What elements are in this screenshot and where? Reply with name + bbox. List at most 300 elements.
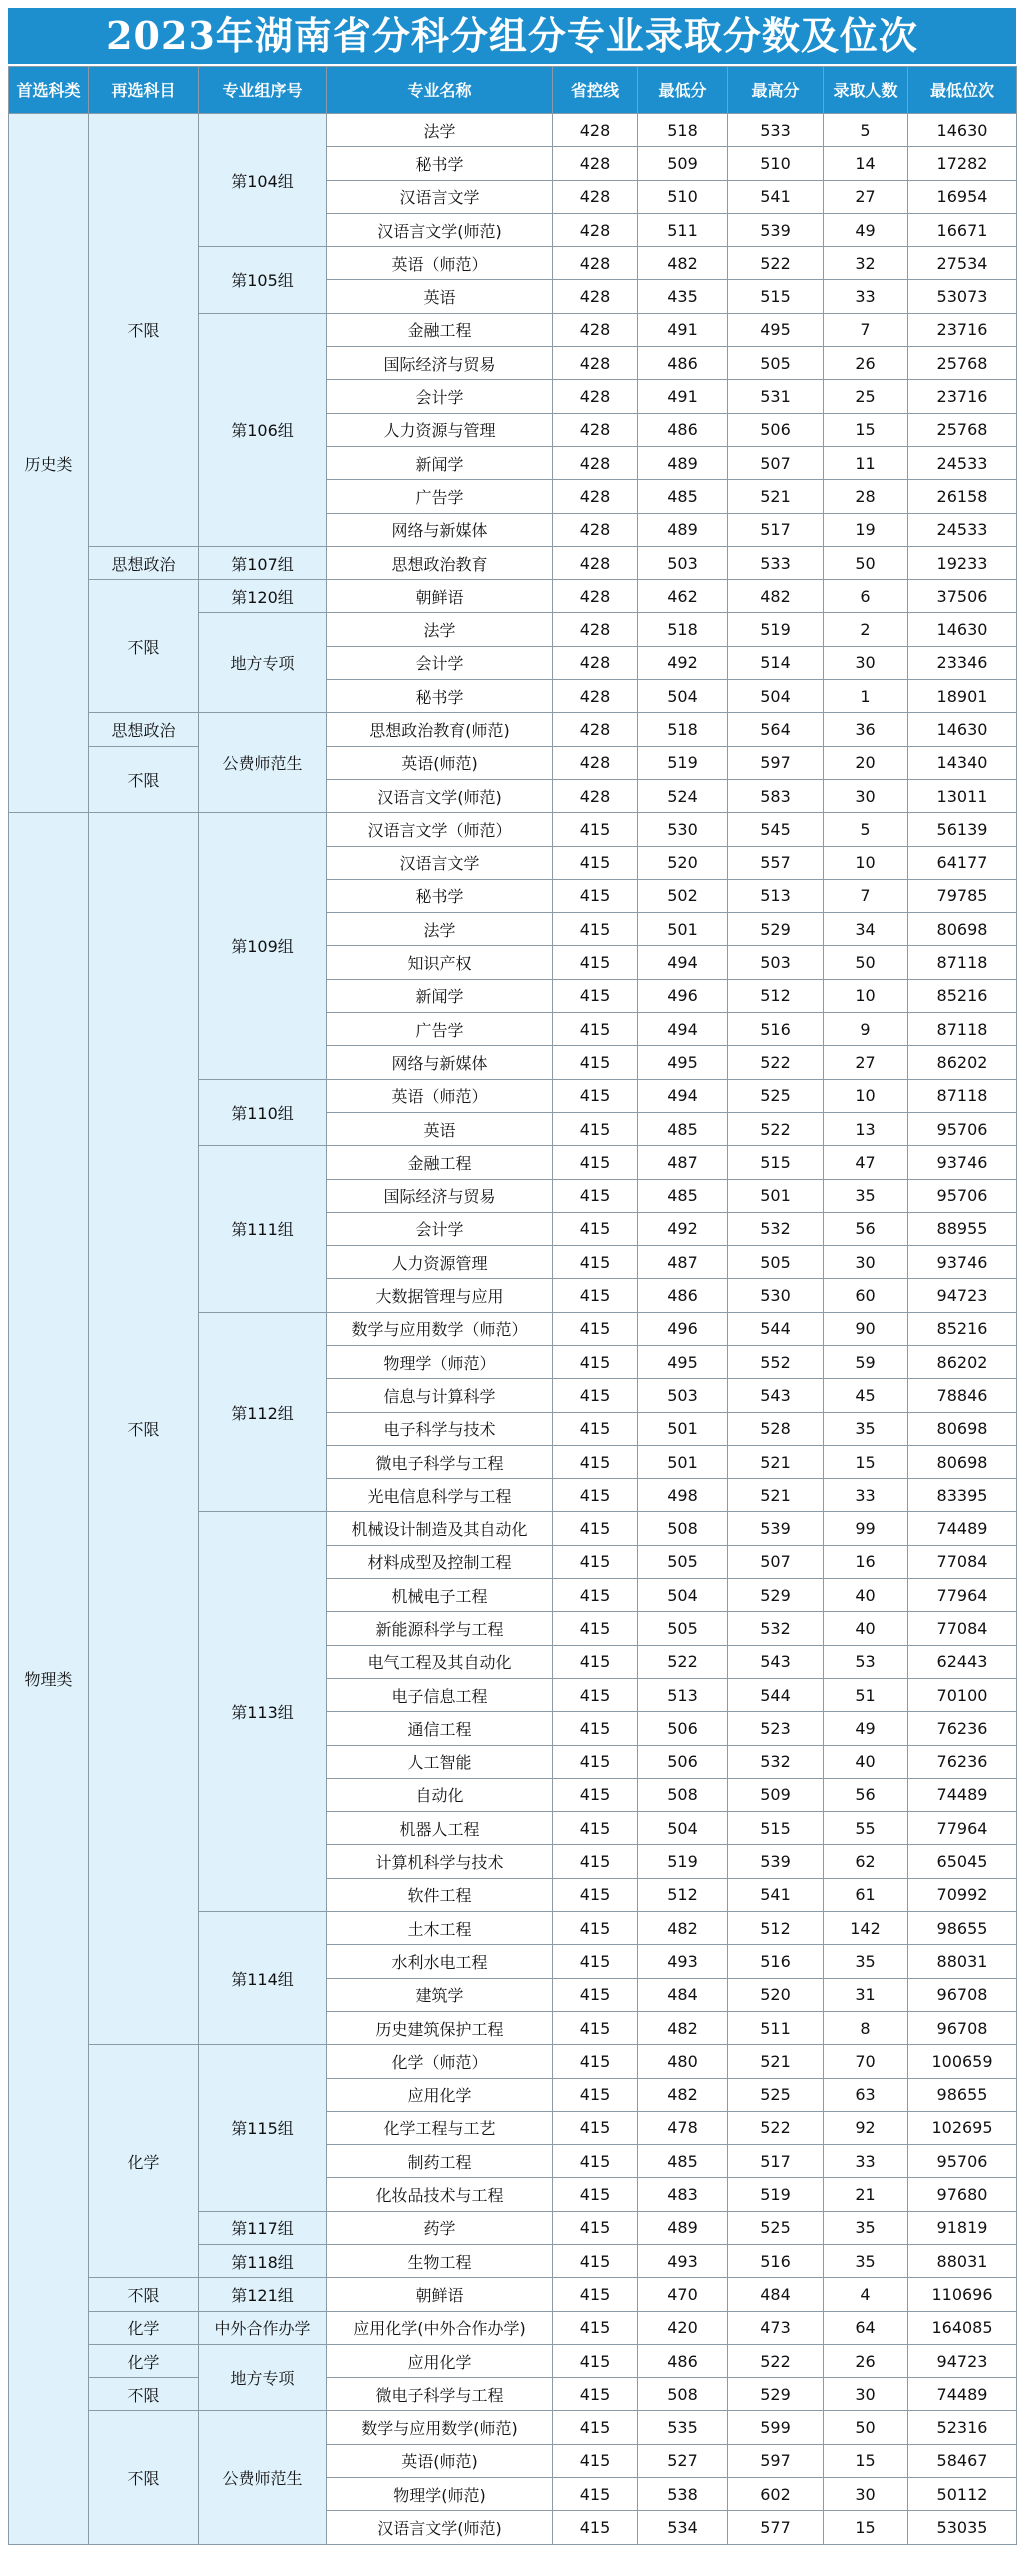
table-row xyxy=(9,2311,1017,2344)
min-score-cell: 491 xyxy=(638,313,728,346)
group-cell: 公费师范生 xyxy=(199,713,327,813)
max-score-cell: 505 xyxy=(728,1246,824,1279)
major-name-cell: 人力资源管理 xyxy=(327,1246,553,1279)
min-score-cell: 496 xyxy=(638,1312,728,1345)
control-line-cell: 415 xyxy=(553,1945,638,1978)
major-name-cell: 应用化学(中外合作办学) xyxy=(327,2311,553,2344)
elective-subject-cell: 化学 xyxy=(89,2344,199,2377)
control-line-cell: 415 xyxy=(553,913,638,946)
admitted-count-cell: 16 xyxy=(824,1545,908,1578)
control-line-cell: 415 xyxy=(553,1612,638,1645)
major-name-cell: 土木工程 xyxy=(327,1912,553,1945)
control-line-cell: 415 xyxy=(553,2011,638,2044)
control-line-cell: 428 xyxy=(553,213,638,246)
min-rank-cell: 26158 xyxy=(908,480,1017,513)
max-score-cell: 504 xyxy=(728,680,824,713)
max-score-cell: 529 xyxy=(728,913,824,946)
min-rank-cell: 85216 xyxy=(908,979,1017,1012)
min-score-cell: 482 xyxy=(638,2078,728,2111)
min-rank-cell: 70992 xyxy=(908,1878,1017,1911)
min-score-cell: 486 xyxy=(638,1279,728,1312)
max-score-cell: 512 xyxy=(728,979,824,1012)
min-score-cell: 496 xyxy=(638,979,728,1012)
min-rank-cell: 62443 xyxy=(908,1645,1017,1678)
major-name-cell: 电子信息工程 xyxy=(327,1678,553,1711)
admitted-count-cell: 30 xyxy=(824,1246,908,1279)
max-score-cell: 522 xyxy=(728,1112,824,1145)
control-line-cell: 415 xyxy=(553,1279,638,1312)
admitted-count-cell: 15 xyxy=(824,413,908,446)
max-score-cell: 522 xyxy=(728,1046,824,1079)
table-row xyxy=(9,2278,1017,2311)
max-score-cell: 544 xyxy=(728,1312,824,1345)
max-score-cell: 544 xyxy=(728,1678,824,1711)
group-cell: 地方专项 xyxy=(199,613,327,713)
min-rank-cell: 50112 xyxy=(908,2478,1017,2511)
group-cell: 第104组 xyxy=(199,114,327,247)
min-score-cell: 489 xyxy=(638,446,728,479)
max-score-cell: 602 xyxy=(728,2478,824,2511)
control-line-cell: 428 xyxy=(553,480,638,513)
min-rank-cell: 96708 xyxy=(908,2011,1017,2044)
max-score-cell: 539 xyxy=(728,213,824,246)
max-score-cell: 521 xyxy=(728,480,824,513)
elective-subject-cell: 不限 xyxy=(89,2278,199,2311)
admitted-count-cell: 10 xyxy=(824,1079,908,1112)
min-score-cell: 524 xyxy=(638,779,728,812)
min-score-cell: 505 xyxy=(638,1612,728,1645)
min-score-cell: 504 xyxy=(638,1812,728,1845)
major-name-cell: 光电信息科学与工程 xyxy=(327,1479,553,1512)
column-header: 最高分 xyxy=(728,67,824,114)
control-line-cell: 428 xyxy=(553,280,638,313)
major-name-cell: 材料成型及控制工程 xyxy=(327,1545,553,1578)
admitted-count-cell: 35 xyxy=(824,1179,908,1212)
min-score-cell: 508 xyxy=(638,2378,728,2411)
control-line-cell: 415 xyxy=(553,1978,638,2011)
min-rank-cell: 58467 xyxy=(908,2444,1017,2477)
subject-category-cell: 物理类 xyxy=(9,813,89,2544)
admitted-count-cell: 60 xyxy=(824,1279,908,1312)
min-rank-cell: 110696 xyxy=(908,2278,1017,2311)
min-score-cell: 492 xyxy=(638,1212,728,1245)
max-score-cell: 503 xyxy=(728,946,824,979)
min-score-cell: 462 xyxy=(638,580,728,613)
score-table xyxy=(8,66,1017,2545)
max-score-cell: 515 xyxy=(728,1812,824,1845)
min-score-cell: 482 xyxy=(638,2011,728,2044)
admitted-count-cell: 32 xyxy=(824,247,908,280)
min-rank-cell: 14630 xyxy=(908,114,1017,147)
min-score-cell: 420 xyxy=(638,2311,728,2344)
min-rank-cell: 53073 xyxy=(908,280,1017,313)
min-score-cell: 504 xyxy=(638,1579,728,1612)
min-score-cell: 506 xyxy=(638,1712,728,1745)
min-rank-cell: 93746 xyxy=(908,1246,1017,1279)
group-cell: 第117组 xyxy=(199,2211,327,2244)
min-rank-cell: 25768 xyxy=(908,413,1017,446)
min-score-cell: 478 xyxy=(638,2111,728,2144)
min-score-cell: 508 xyxy=(638,1778,728,1811)
admitted-count-cell: 35 xyxy=(824,2245,908,2278)
admitted-count-cell: 27 xyxy=(824,180,908,213)
admitted-count-cell: 27 xyxy=(824,1046,908,1079)
max-score-cell: 525 xyxy=(728,2211,824,2244)
max-score-cell: 533 xyxy=(728,546,824,579)
major-name-cell: 朝鲜语 xyxy=(327,2278,553,2311)
admitted-count-cell: 34 xyxy=(824,913,908,946)
min-score-cell: 494 xyxy=(638,1013,728,1046)
max-score-cell: 521 xyxy=(728,1445,824,1478)
table-row xyxy=(9,2411,1017,2444)
major-name-cell: 计算机科学与技术 xyxy=(327,1845,553,1878)
min-rank-cell: 13011 xyxy=(908,779,1017,812)
control-line-cell: 415 xyxy=(553,2111,638,2144)
min-rank-cell: 86202 xyxy=(908,1345,1017,1378)
major-name-cell: 通信工程 xyxy=(327,1712,553,1745)
min-rank-cell: 24533 xyxy=(908,446,1017,479)
max-score-cell: 507 xyxy=(728,446,824,479)
subject-category-cell: 历史类 xyxy=(9,114,89,813)
min-score-cell: 470 xyxy=(638,2278,728,2311)
max-score-cell: 552 xyxy=(728,1345,824,1378)
max-score-cell: 532 xyxy=(728,1212,824,1245)
min-rank-cell: 23716 xyxy=(908,380,1017,413)
control-line-cell: 428 xyxy=(553,446,638,479)
min-rank-cell: 70100 xyxy=(908,1678,1017,1711)
group-cell: 第105组 xyxy=(199,247,327,314)
max-score-cell: 528 xyxy=(728,1412,824,1445)
min-score-cell: 505 xyxy=(638,1545,728,1578)
min-rank-cell: 19233 xyxy=(908,546,1017,579)
min-score-cell: 495 xyxy=(638,1046,728,1079)
control-line-cell: 428 xyxy=(553,613,638,646)
max-score-cell: 529 xyxy=(728,2378,824,2411)
min-score-cell: 480 xyxy=(638,2045,728,2078)
control-line-cell: 415 xyxy=(553,1013,638,1046)
major-name-cell: 英语（师范） xyxy=(327,1079,553,1112)
min-score-cell: 494 xyxy=(638,946,728,979)
min-rank-cell: 76236 xyxy=(908,1712,1017,1745)
control-line-cell: 415 xyxy=(553,2511,638,2544)
control-line-cell: 415 xyxy=(553,879,638,912)
admitted-count-cell: 50 xyxy=(824,2411,908,2444)
min-score-cell: 520 xyxy=(638,846,728,879)
admitted-count-cell: 90 xyxy=(824,1312,908,1345)
major-name-cell: 制药工程 xyxy=(327,2145,553,2178)
major-name-cell: 金融工程 xyxy=(327,1146,553,1179)
major-name-cell: 新能源科学与工程 xyxy=(327,1612,553,1645)
admitted-count-cell: 36 xyxy=(824,713,908,746)
admitted-count-cell: 15 xyxy=(824,1445,908,1478)
min-rank-cell: 25768 xyxy=(908,347,1017,380)
table-row xyxy=(9,2045,1017,2078)
min-score-cell: 506 xyxy=(638,1745,728,1778)
control-line-cell: 415 xyxy=(553,979,638,1012)
min-rank-cell: 53035 xyxy=(908,2511,1017,2544)
table-row xyxy=(9,813,1017,846)
min-rank-cell: 88031 xyxy=(908,2245,1017,2278)
min-score-cell: 494 xyxy=(638,1079,728,1112)
min-rank-cell: 88955 xyxy=(908,1212,1017,1245)
table-row xyxy=(9,746,1017,779)
control-line-cell: 428 xyxy=(553,746,638,779)
admitted-count-cell: 5 xyxy=(824,813,908,846)
control-line-cell: 415 xyxy=(553,2444,638,2477)
min-score-cell: 483 xyxy=(638,2178,728,2211)
min-score-cell: 538 xyxy=(638,2478,728,2511)
major-name-cell: 历史建筑保护工程 xyxy=(327,2011,553,2044)
group-cell: 第112组 xyxy=(199,1312,327,1512)
major-name-cell: 人工智能 xyxy=(327,1745,553,1778)
major-name-cell: 机械设计制造及其自动化 xyxy=(327,1512,553,1545)
admitted-count-cell: 63 xyxy=(824,2078,908,2111)
major-name-cell: 法学 xyxy=(327,613,553,646)
min-rank-cell: 98655 xyxy=(908,2078,1017,2111)
min-rank-cell: 77084 xyxy=(908,1545,1017,1578)
max-score-cell: 484 xyxy=(728,2278,824,2311)
control-line-cell: 428 xyxy=(553,180,638,213)
major-name-cell: 秘书学 xyxy=(327,147,553,180)
min-rank-cell: 88031 xyxy=(908,1945,1017,1978)
control-line-cell: 428 xyxy=(553,114,638,147)
admitted-count-cell: 5 xyxy=(824,114,908,147)
control-line-cell: 415 xyxy=(553,1379,638,1412)
admitted-count-cell: 20 xyxy=(824,746,908,779)
major-name-cell: 思想政治教育 xyxy=(327,546,553,579)
max-score-cell: 532 xyxy=(728,1745,824,1778)
max-score-cell: 525 xyxy=(728,1079,824,1112)
admitted-count-cell: 4 xyxy=(824,2278,908,2311)
admitted-count-cell: 47 xyxy=(824,1146,908,1179)
major-name-cell: 汉语言文学(师范) xyxy=(327,2511,553,2544)
control-line-cell: 415 xyxy=(553,1678,638,1711)
min-rank-cell: 93746 xyxy=(908,1146,1017,1179)
major-name-cell: 化学工程与工艺 xyxy=(327,2111,553,2144)
major-name-cell: 金融工程 xyxy=(327,313,553,346)
group-cell: 第114组 xyxy=(199,1912,327,2045)
major-name-cell: 会计学 xyxy=(327,1212,553,1245)
admitted-count-cell: 14 xyxy=(824,147,908,180)
max-score-cell: 517 xyxy=(728,2145,824,2178)
major-name-cell: 广告学 xyxy=(327,480,553,513)
max-score-cell: 509 xyxy=(728,1778,824,1811)
max-score-cell: 539 xyxy=(728,1845,824,1878)
min-rank-cell: 17282 xyxy=(908,147,1017,180)
control-line-cell: 415 xyxy=(553,1878,638,1911)
control-line-cell: 428 xyxy=(553,646,638,679)
control-line-cell: 428 xyxy=(553,380,638,413)
max-score-cell: 543 xyxy=(728,1379,824,1412)
admitted-count-cell: 50 xyxy=(824,946,908,979)
admitted-count-cell: 19 xyxy=(824,513,908,546)
min-score-cell: 495 xyxy=(638,1345,728,1378)
admitted-count-cell: 30 xyxy=(824,646,908,679)
min-rank-cell: 78846 xyxy=(908,1379,1017,1412)
max-score-cell: 531 xyxy=(728,380,824,413)
page-title: 2023年湖南省分科分组分专业录取分数及位次 xyxy=(8,8,1016,64)
admitted-count-cell: 99 xyxy=(824,1512,908,1545)
admitted-count-cell: 61 xyxy=(824,1878,908,1911)
control-line-cell: 428 xyxy=(553,713,638,746)
min-score-cell: 518 xyxy=(638,114,728,147)
min-rank-cell: 79785 xyxy=(908,879,1017,912)
min-rank-cell: 23346 xyxy=(908,646,1017,679)
control-line-cell: 415 xyxy=(553,1179,638,1212)
min-score-cell: 486 xyxy=(638,347,728,380)
max-score-cell: 599 xyxy=(728,2411,824,2444)
min-score-cell: 511 xyxy=(638,213,728,246)
control-line-cell: 415 xyxy=(553,1545,638,1578)
control-line-cell: 415 xyxy=(553,1046,638,1079)
min-rank-cell: 16954 xyxy=(908,180,1017,213)
admitted-count-cell: 7 xyxy=(824,313,908,346)
min-rank-cell: 164085 xyxy=(908,2311,1017,2344)
control-line-cell: 415 xyxy=(553,2178,638,2211)
major-name-cell: 机械电子工程 xyxy=(327,1579,553,1612)
control-line-cell: 415 xyxy=(553,1912,638,1945)
admitted-count-cell: 28 xyxy=(824,480,908,513)
admitted-count-cell: 40 xyxy=(824,1745,908,1778)
admitted-count-cell: 35 xyxy=(824,1412,908,1445)
min-score-cell: 512 xyxy=(638,1878,728,1911)
min-score-cell: 501 xyxy=(638,1412,728,1445)
major-name-cell: 汉语言文学 xyxy=(327,180,553,213)
elective-subject-cell: 不限 xyxy=(89,114,199,547)
admitted-count-cell: 21 xyxy=(824,2178,908,2211)
column-header: 首选科类 xyxy=(9,67,89,114)
min-rank-cell: 87118 xyxy=(908,1013,1017,1046)
major-name-cell: 汉语言文学(师范) xyxy=(327,779,553,812)
column-header: 录取人数 xyxy=(824,67,908,114)
max-score-cell: 523 xyxy=(728,1712,824,1745)
major-name-cell: 信息与计算科学 xyxy=(327,1379,553,1412)
admitted-count-cell: 49 xyxy=(824,1712,908,1745)
min-score-cell: 513 xyxy=(638,1678,728,1711)
max-score-cell: 515 xyxy=(728,1146,824,1179)
admitted-count-cell: 56 xyxy=(824,1778,908,1811)
control-line-cell: 415 xyxy=(553,813,638,846)
min-score-cell: 530 xyxy=(638,813,728,846)
admitted-count-cell: 25 xyxy=(824,380,908,413)
admitted-count-cell: 30 xyxy=(824,2378,908,2411)
group-cell: 第120组 xyxy=(199,580,327,613)
control-line-cell: 415 xyxy=(553,2378,638,2411)
major-name-cell: 人力资源与管理 xyxy=(327,413,553,446)
admitted-count-cell: 6 xyxy=(824,580,908,613)
group-cell: 第106组 xyxy=(199,313,327,546)
min-score-cell: 534 xyxy=(638,2511,728,2544)
admitted-count-cell: 15 xyxy=(824,2444,908,2477)
admitted-count-cell: 7 xyxy=(824,879,908,912)
min-rank-cell: 64177 xyxy=(908,846,1017,879)
max-score-cell: 541 xyxy=(728,180,824,213)
min-rank-cell: 52316 xyxy=(908,2411,1017,2444)
major-name-cell: 药学 xyxy=(327,2211,553,2244)
admitted-count-cell: 49 xyxy=(824,213,908,246)
major-name-cell: 知识产权 xyxy=(327,946,553,979)
max-score-cell: 507 xyxy=(728,1545,824,1578)
major-name-cell: 汉语言文学 xyxy=(327,846,553,879)
group-cell: 第109组 xyxy=(199,813,327,1079)
min-rank-cell: 80698 xyxy=(908,1445,1017,1478)
min-rank-cell: 91819 xyxy=(908,2211,1017,2244)
min-rank-cell: 74489 xyxy=(908,1512,1017,1545)
min-score-cell: 482 xyxy=(638,247,728,280)
admitted-count-cell: 56 xyxy=(824,1212,908,1245)
elective-subject-cell: 化学 xyxy=(89,2311,199,2344)
control-line-cell: 415 xyxy=(553,1745,638,1778)
table-row xyxy=(9,114,1017,147)
max-score-cell: 597 xyxy=(728,2444,824,2477)
max-score-cell: 597 xyxy=(728,746,824,779)
max-score-cell: 545 xyxy=(728,813,824,846)
major-name-cell: 思想政治教育(师范) xyxy=(327,713,553,746)
elective-subject-cell: 思想政治 xyxy=(89,546,199,579)
max-score-cell: 519 xyxy=(728,2178,824,2211)
admitted-count-cell: 26 xyxy=(824,347,908,380)
max-score-cell: 510 xyxy=(728,147,824,180)
major-name-cell: 化学（师范） xyxy=(327,2045,553,2078)
control-line-cell: 415 xyxy=(553,2211,638,2244)
major-name-cell: 应用化学 xyxy=(327,2078,553,2111)
min-score-cell: 482 xyxy=(638,1912,728,1945)
column-header: 专业名称 xyxy=(327,67,553,114)
admitted-count-cell: 33 xyxy=(824,280,908,313)
major-name-cell: 新闻学 xyxy=(327,979,553,1012)
major-name-cell: 法学 xyxy=(327,913,553,946)
major-name-cell: 朝鲜语 xyxy=(327,580,553,613)
major-name-cell: 汉语言文学(师范) xyxy=(327,213,553,246)
admitted-count-cell: 33 xyxy=(824,2145,908,2178)
column-header: 专业组序号 xyxy=(199,67,327,114)
min-score-cell: 527 xyxy=(638,2444,728,2477)
admitted-count-cell: 30 xyxy=(824,2478,908,2511)
min-rank-cell: 95706 xyxy=(908,2145,1017,2178)
elective-subject-cell: 不限 xyxy=(89,2411,199,2544)
max-score-cell: 515 xyxy=(728,280,824,313)
min-score-cell: 489 xyxy=(638,2211,728,2244)
min-rank-cell: 97680 xyxy=(908,2178,1017,2211)
control-line-cell: 428 xyxy=(553,546,638,579)
control-line-cell: 428 xyxy=(553,247,638,280)
major-name-cell: 物理学（师范） xyxy=(327,1345,553,1378)
table-row xyxy=(9,546,1017,579)
major-name-cell: 法学 xyxy=(327,114,553,147)
control-line-cell: 428 xyxy=(553,413,638,446)
max-score-cell: 519 xyxy=(728,613,824,646)
min-score-cell: 502 xyxy=(638,879,728,912)
major-name-cell: 软件工程 xyxy=(327,1878,553,1911)
admitted-count-cell: 33 xyxy=(824,1479,908,1512)
group-cell: 第121组 xyxy=(199,2278,327,2311)
elective-subject-cell: 不限 xyxy=(89,813,199,2045)
max-score-cell: 557 xyxy=(728,846,824,879)
admitted-count-cell: 62 xyxy=(824,1845,908,1878)
min-score-cell: 492 xyxy=(638,646,728,679)
min-rank-cell: 77964 xyxy=(908,1812,1017,1845)
control-line-cell: 415 xyxy=(553,1345,638,1378)
major-name-cell: 英语（师范） xyxy=(327,247,553,280)
max-score-cell: 512 xyxy=(728,1912,824,1945)
admitted-count-cell: 40 xyxy=(824,1579,908,1612)
group-cell: 地方专项 xyxy=(199,2344,327,2411)
major-name-cell: 会计学 xyxy=(327,646,553,679)
control-line-cell: 415 xyxy=(553,2045,638,2078)
min-rank-cell: 87118 xyxy=(908,1079,1017,1112)
min-rank-cell: 80698 xyxy=(908,1412,1017,1445)
major-name-cell: 水利水电工程 xyxy=(327,1945,553,1978)
